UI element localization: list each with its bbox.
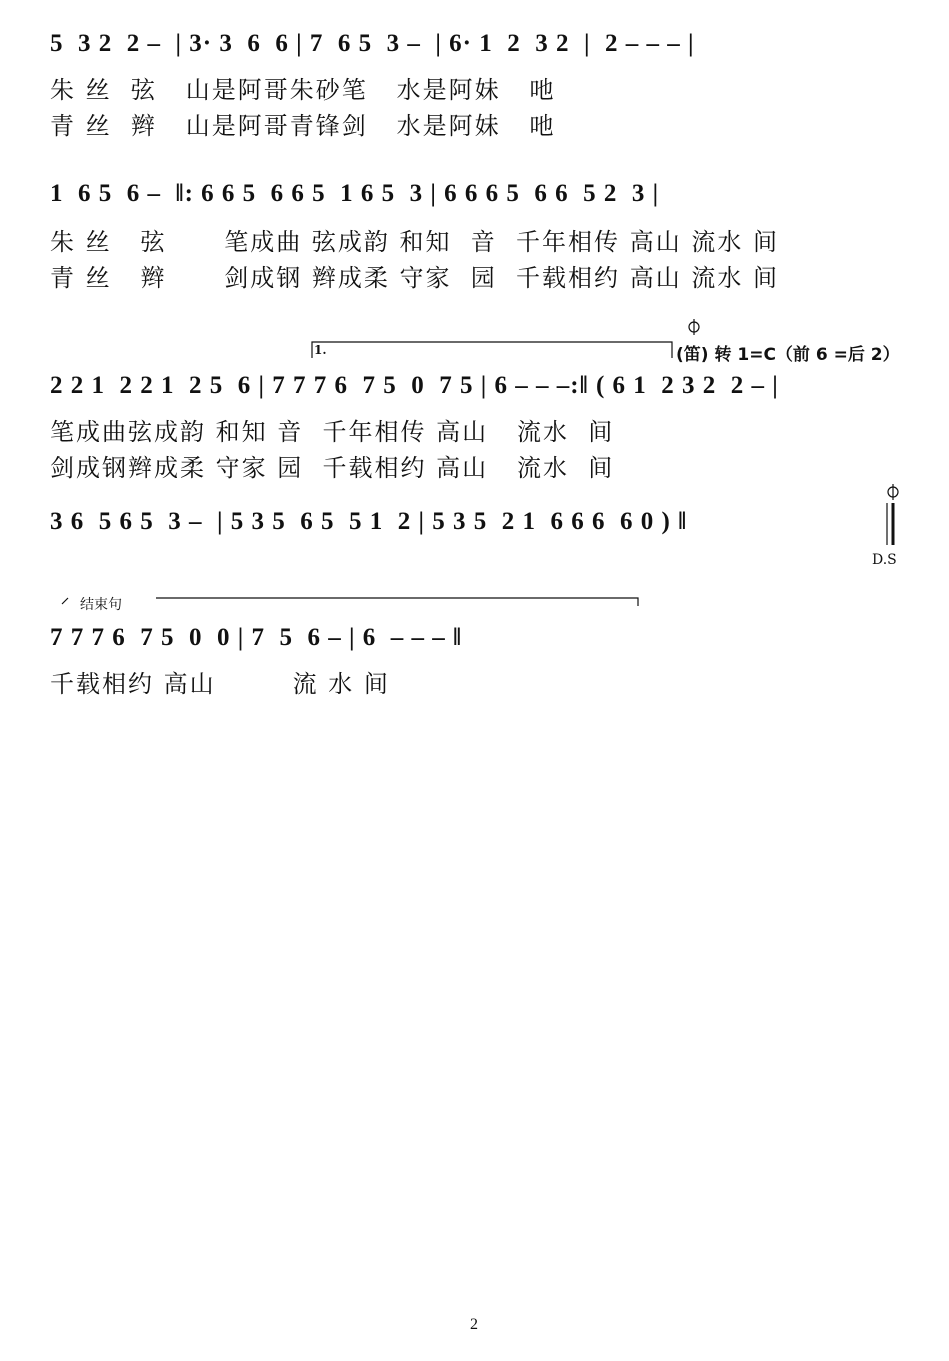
modulation-text: (笛) 转 1=C（前 6 =后 2） bbox=[676, 345, 900, 365]
lyric-line-5: 千载相约 高山 流 水 间 bbox=[50, 670, 390, 698]
ending-label: 结束句 bbox=[80, 597, 122, 613]
volta-label: 1. bbox=[314, 343, 327, 357]
lyric-line-3b: 剑成钢辫成柔 守家 园 千载相约 高山 流水 间 bbox=[50, 454, 615, 482]
lyric-line-2b: 青 丝 辫 剑成钢 辫成柔 守家 园 千载相约 高山 流水 间 bbox=[50, 264, 779, 292]
notation-line-5: 7 7 7 6 7 5 0 0 | 7 5 6 – | 6 – – – ‖ bbox=[50, 624, 463, 651]
notation-line-4: 3 6 5 6 5 3 – | 5 3 5 6 5 5 1 2 | 5 3 5 2 1 6 6 6 6 0 ) ‖ bbox=[50, 508, 688, 535]
notation-line-3: 2 2 1 2 2 1 2 5 6 | 7 7 7 6 7 5 0 7 5 | 6 – – –:‖ ( 6 1 2 3 2 2 – | bbox=[50, 372, 779, 399]
lyric-line-2a: 朱 丝 弦 笔成曲 弦成韵 和知 音 千年相传 高山 流水 间 bbox=[50, 228, 779, 256]
lyric-line-1a: 朱 丝 弦 山是阿哥朱砂笔 水是阿妹 吔 bbox=[50, 76, 556, 104]
lyric-line-3a: 笔成曲弦成韵 和知 音 千年相传 高山 流水 间 bbox=[50, 418, 615, 446]
lyric-line-1b: 青 丝 辫 山是阿哥青锋剑 水是阿妹 吔 bbox=[50, 112, 556, 140]
page-number: 2 bbox=[470, 1316, 478, 1333]
notation-line-1: 5 3 2 2 – | 3· 3 6 6 | 7 6 5 3 – | 6· 1 2 3 2 | 2 – – – | bbox=[50, 30, 695, 57]
ds-label: D.S bbox=[872, 552, 897, 568]
notation-line-2: 1 6 5 6 – ‖: 6 6 5 6 6 5 1 6 5 3 | 6 6 6 5 6 6 5 2 3 | bbox=[50, 180, 660, 207]
